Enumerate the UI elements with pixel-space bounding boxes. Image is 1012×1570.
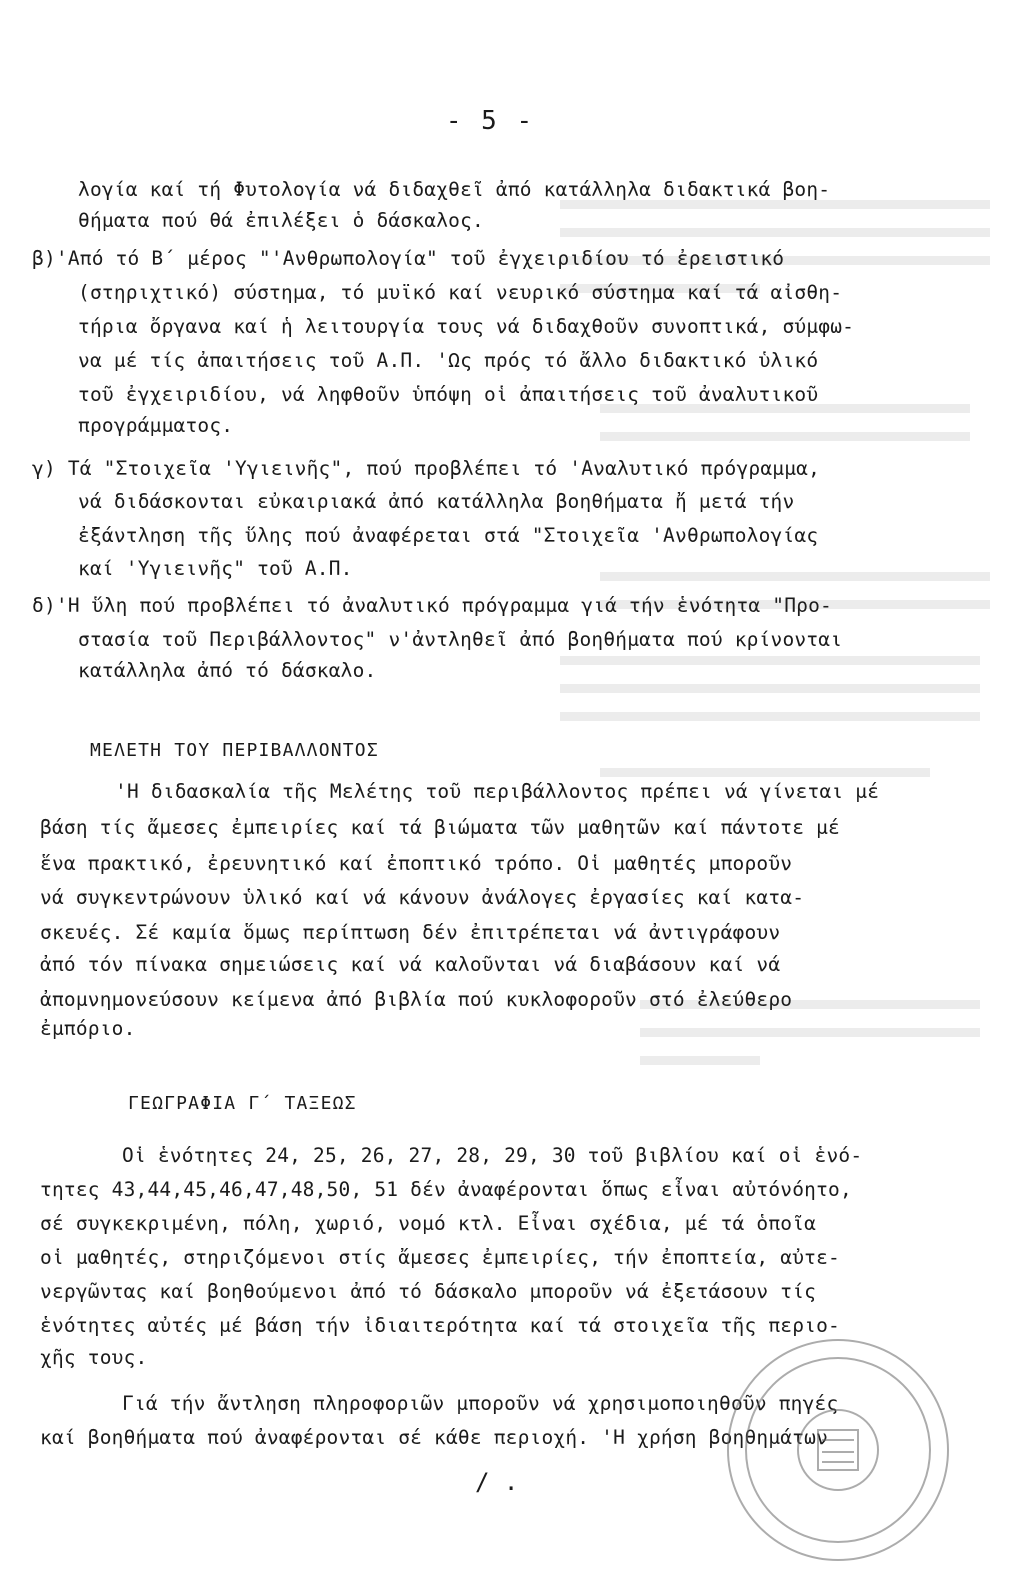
text-line: να μέ τίς ἀπαιτήσεις τοῦ Α.Π. 'Ως πρός τό ἄλλο διδακτικό ὑλικό	[78, 349, 819, 372]
text-line: λογία καί τή Φυτολογία νά διδαχθεῖ ἀπό κατάλληλα διδακτικά βοη-	[78, 178, 831, 201]
footer-mark: / .	[475, 1468, 519, 1496]
text-line: νεργῶντας καί βοηθούμενοι ἀπό τό δάσκαλο μποροῦν νά ἐξετάσουν τίς	[40, 1280, 817, 1303]
text-line: τήρια ὄργανα καί ἡ λειτουργία τους νά διδαχθοῦν συνοπτικά, σύμφω-	[78, 315, 855, 338]
text-line: καί βοηθήματα πού ἀναφέρονται σέ κάθε περιοχή. 'Η χρήση βοηθημάτων	[40, 1426, 829, 1449]
text-line: 'Η διδασκαλία τῆς Μελέτης τοῦ περιβάλλοντος πρέπει νά γίνεται μέ	[115, 780, 880, 803]
text-line: νά συγκεντρώνουν ὑλικό καί νά κάνουν ἀνάλογες ἐργασίες καί κατα-	[40, 886, 805, 909]
text-line: ἐξάντληση τῆς ὕλης πού ἀναφέρεται στά "Στοιχεῖα 'Ανθρωπολογίας	[78, 524, 819, 547]
text-line: ἀπομνημονεύσουν κείμενα ἀπό βιβλία πού κυκλοφοροῦν στό ἐλεύθερο	[40, 988, 793, 1011]
text-line: προγράμματος.	[78, 414, 234, 437]
text-line: σέ συγκεκριμένη, πόλη, χωριό, νομό κτλ. Εἶναι σχέδια, μέ τά ὁποῖα	[40, 1212, 817, 1235]
text-line: σκευές. Σέ καμία ὅμως περίπτωση δέν ἐπιτρέπεται νά ἀντιγράφουν	[40, 921, 781, 944]
section-heading: ΓΕΩΓΡΑΦΙΑ Γ΄ ΤΑΞΕΩΣ	[128, 1093, 357, 1114]
text-line: τητες 43,44,45,46,47,48,50, 51 δέν ἀναφέρονται ὅπως εἶναι αὐτόνόητο,	[40, 1178, 852, 1201]
text-line: στασία τοῦ Περιβάλλοντος" ν'ἀντληθεῖ ἀπό βοηθήματα πού κρίνονται	[78, 628, 843, 651]
text-line: ἕνα πρακτικό, ἐρευνητικό καί ἐποπτικό τρόπο. Οἱ μαθητές μποροῦν	[40, 852, 793, 875]
text-line: ἐμπόριο.	[40, 1017, 136, 1040]
text-line: (στηριχτικό) σύστημα, τό μυϊκό καί νευρικό σύστημα καί τά αἰσθη-	[78, 281, 843, 304]
text-line: δ)'Η ὕλη πού προβλέπει τό ἀναλυτικό πρόγραμμα γιά τήν ἑνότητα "Προ-	[32, 594, 832, 617]
text-line: βάση τίς ἄμεσες ἐμπειρίες καί τά βιώματα τῶν μαθητῶν καί πάντοτε μέ	[40, 816, 840, 839]
page-number: - 5 -	[445, 106, 535, 136]
text-line: χῆς τους.	[40, 1346, 148, 1369]
text-line: γ) Τά "Στοιχεῖα 'Υγιεινῆς", πού προβλέπει τό 'Αναλυτικό πρόγραμμα,	[32, 457, 821, 480]
text-line: ἀπό τόν πίνακα σημειώσεις καί νά καλοῦνται νά διαβάσουν καί νά	[40, 953, 781, 976]
text-line: ἑνότητες αὐτές μέ βάση τήν ἰδιαιτερότητα καί τά στοιχεῖα τῆς περιο-	[40, 1314, 840, 1337]
text-line: οἱ μαθητές, στηριζόμενοι στίς ἄμεσες ἐμπειρίες, τήν ἐποπτεία, αὐτε-	[40, 1246, 840, 1269]
text-line: κατάλληλα ἀπό τό δάσκαλο.	[78, 659, 377, 682]
text-line: θήματα πού θά ἐπιλέξει ὁ δάσκαλος.	[78, 209, 484, 232]
text-line: καί 'Υγιεινῆς" τοῦ Α.Π.	[78, 557, 353, 580]
text-line: νά διδάσκονται εὐκαιριακά ἀπό κατάλληλα βοηθήματα ἤ μετά τήν	[78, 490, 795, 513]
text-line: Οἱ ἑνότητες 24, 25, 26, 27, 28, 29, 30 τοῦ βιβλίου καί οἱ ἑνό-	[122, 1144, 863, 1167]
official-stamp	[718, 1330, 958, 1570]
text-line: β)'Από τό Β΄ μέρος "'Ανθρωπολογία" τοῦ ἐγχειριδίου τό ἐρειστικό	[32, 247, 785, 270]
text-line: Γιά τήν ἄντληση πληροφοριῶν μποροῦν νά χρησιμοποιηθοῦν πηγές	[122, 1392, 839, 1415]
section-heading: ΜΕΛΕΤΗ ΤΟΥ ΠΕΡΙΒΑΛΛΟΝΤΟΣ	[90, 740, 379, 761]
text-line: τοῦ ἐγχειριδίου, νά ληφθοῦν ὑπόψη οἱ ἀπαιτήσεις τοῦ ἀναλυτικοῦ	[78, 383, 819, 406]
